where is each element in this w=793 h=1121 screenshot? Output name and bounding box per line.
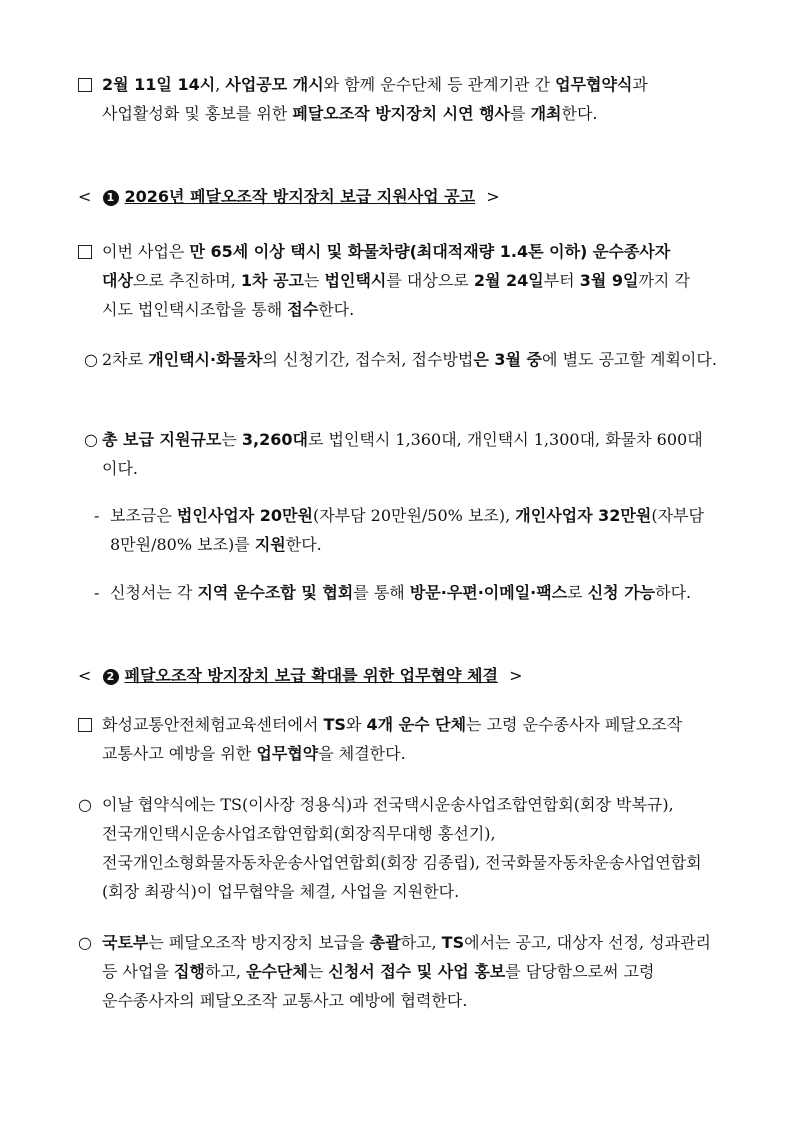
bracket-open: < [78, 187, 92, 206]
text-run: 이날 협약식에는 TS(이사장 정용식)과 전국택시운송사업조합연합회(회장 박복규), 전국개인택시운송사업조합연합회(회장직무대행 홍선기), 전국개인소형화물자동차운송사업연합회(회장 김종립), 전국화물자동차운송사업연합회(회장 최광식)이 업무협약을 체결, 사업을 지원한다. [102, 795, 702, 901]
paragraph-mou-participants [78, 790, 718, 906]
section-number-badge: 2 [103, 669, 119, 685]
bold-text-run: 업무협약식 [555, 75, 633, 94]
bold-text-run: 3,260대 [241, 430, 308, 449]
dash-bullet: - [94, 506, 100, 525]
text-run: 에 별도 공고할 계획이다. [542, 350, 717, 369]
bold-text-run: 총 보급 지원규모 [102, 430, 222, 449]
paragraph-second-round [84, 345, 718, 374]
bold-text-run: 운수단체 [246, 962, 308, 981]
text-run: 하다. [655, 583, 692, 602]
text-run: 와 [345, 715, 367, 734]
text-run: 과 사업활성화 및 홍보를 위한 [102, 75, 648, 123]
text-run: 이번 사업은 [102, 242, 190, 261]
text-run: 와 함께 운수단체 등 관계기관 간 [323, 75, 556, 94]
paragraph-text [78, 790, 718, 906]
bold-text-run: 만 65세 이상 택시 및 화물차량(최대적재량 1.4톤 이하) 운수종사자 대상 [102, 242, 671, 290]
paragraph-text [94, 578, 718, 607]
bold-text-run: 4개 운수 단체 [366, 715, 467, 734]
text-run: 보조금은 [110, 506, 177, 525]
bold-text-run: 개인사업자 32만원 [515, 506, 652, 525]
text-run: 한다. [318, 300, 355, 319]
section-heading-1 [78, 182, 500, 211]
text-run: 를 대상으로 [386, 271, 474, 290]
paragraph-event-announcement [78, 70, 718, 128]
text-run: 하고, [400, 933, 442, 952]
text-run: 화성교통안전체험교육센터에서 [102, 715, 324, 734]
bold-text-run: 업무협약 [256, 744, 319, 763]
paragraph-roles [78, 928, 718, 1015]
bold-text-run: 총괄 [369, 933, 401, 952]
dash-bullet: - [94, 583, 100, 602]
circle-bullet: ○ [78, 795, 92, 814]
paragraph-program-scope [78, 237, 718, 324]
bold-text-run: TS [323, 715, 346, 734]
bold-text-run: 방문·우편·이메일·팩스 [409, 583, 568, 602]
paragraph-text [78, 70, 718, 128]
text-run: 부터 [543, 271, 580, 290]
bracket-open: < [78, 666, 92, 685]
text-run: 의 신청기간, 접수처, 접수방법 [262, 350, 474, 369]
bold-text-run: 개최 [530, 104, 562, 123]
paragraph-text [84, 345, 718, 374]
section-title: 2026년 페달오조작 방지장치 보급 지원사업 공고 [124, 187, 476, 206]
section-heading-2 [78, 661, 522, 690]
bold-text-run: 페달오조작 방지장치 시연 행사 [292, 104, 511, 123]
paragraph-text [78, 237, 718, 324]
paragraph-subsidy [94, 501, 718, 559]
text-run: 를 통해 [353, 583, 410, 602]
text-run: , [215, 75, 226, 94]
text-run: 으로 추진하며, [132, 271, 241, 290]
paragraph-total-scale [84, 425, 718, 483]
bold-text-run: 개인택시·화물차 [148, 350, 263, 369]
bold-text-run: 1차 공고 [240, 271, 304, 290]
bold-text-run: 사업공모 개시 [225, 75, 324, 94]
paragraph-text [78, 928, 718, 1015]
paragraph-text [94, 501, 718, 559]
bold-text-run: 은 3월 중 [473, 350, 543, 369]
circle-bullet: ○ [78, 933, 92, 952]
bracket-close: > [486, 187, 500, 206]
text-run: 까지 각 시도 법인택시조합을 통해 [102, 271, 690, 319]
text-run: 하고, [204, 962, 247, 981]
bold-text-run: 법인사업자 20만원 [176, 506, 313, 525]
paragraph-text [84, 425, 718, 483]
text-run: 한다. [285, 535, 322, 554]
section-number-badge: 1 [103, 190, 119, 206]
text-run: 는 [307, 962, 329, 981]
bold-text-run: 접수 [287, 300, 319, 319]
paragraph-text [78, 710, 718, 768]
text-run: (자부담 8만원/80% 보조)를 [110, 506, 704, 554]
bold-text-run: 3월 9일 [579, 271, 639, 290]
text-run: 로 법인택시 1,360대, 개인택시 1,300대, 화물차 600대 이다. [102, 430, 703, 478]
text-run: 는 [221, 430, 242, 449]
bold-text-run: TS [441, 933, 465, 952]
text-run: 는 고령 운수종사자 페달오조작 교통사고 예방을 위한 [102, 715, 683, 763]
bold-text-run: 신청서 접수 및 사업 홍보 [328, 962, 506, 981]
bold-text-run: 2월 24일 [473, 271, 544, 290]
bold-text-run: 2월 11일 14시 [102, 75, 216, 94]
checkbox-bullet [78, 245, 92, 259]
bracket-close: > [509, 666, 523, 685]
section-title: 페달오조작 방지장치 보급 확대를 위한 업무협약 체결 [124, 666, 498, 685]
text-run: 는 [304, 271, 325, 290]
checkbox-bullet [78, 78, 92, 92]
text-run: 을 체결한다. [318, 744, 406, 763]
bold-text-run: 지원 [254, 535, 286, 554]
text-run: 를 담당함으로써 고령 운수종사자의 페달오조작 교통사고 예방에 협력한다. [102, 962, 655, 1010]
bold-text-run: 신청 가능 [587, 583, 656, 602]
text-run: 2차로 [102, 350, 149, 369]
circle-bullet: ○ [84, 350, 98, 369]
circle-bullet: ○ [84, 430, 98, 449]
paragraph-application-method [94, 578, 718, 607]
checkbox-bullet [78, 718, 92, 732]
bold-text-run: 국토부 [102, 933, 149, 952]
bold-text-run: 지역 운수조합 및 협회 [197, 583, 354, 602]
paragraph-mou-signing [78, 710, 718, 768]
text-run: 한다. [561, 104, 598, 123]
text-run: 에서는 공고, 대상자 선정, 성과관리 등 사업을 [102, 933, 712, 981]
text-run: 로 [567, 583, 588, 602]
bold-text-run: 법인택시 [324, 271, 387, 290]
text-run: (자부담 20만원/50% 보조), [312, 506, 516, 525]
text-run: 를 [510, 104, 531, 123]
text-run: 는 페달오조작 방지장치 보급을 [148, 933, 370, 952]
bold-text-run: 집행 [174, 962, 205, 981]
text-run: 신청서는 각 [110, 583, 198, 602]
